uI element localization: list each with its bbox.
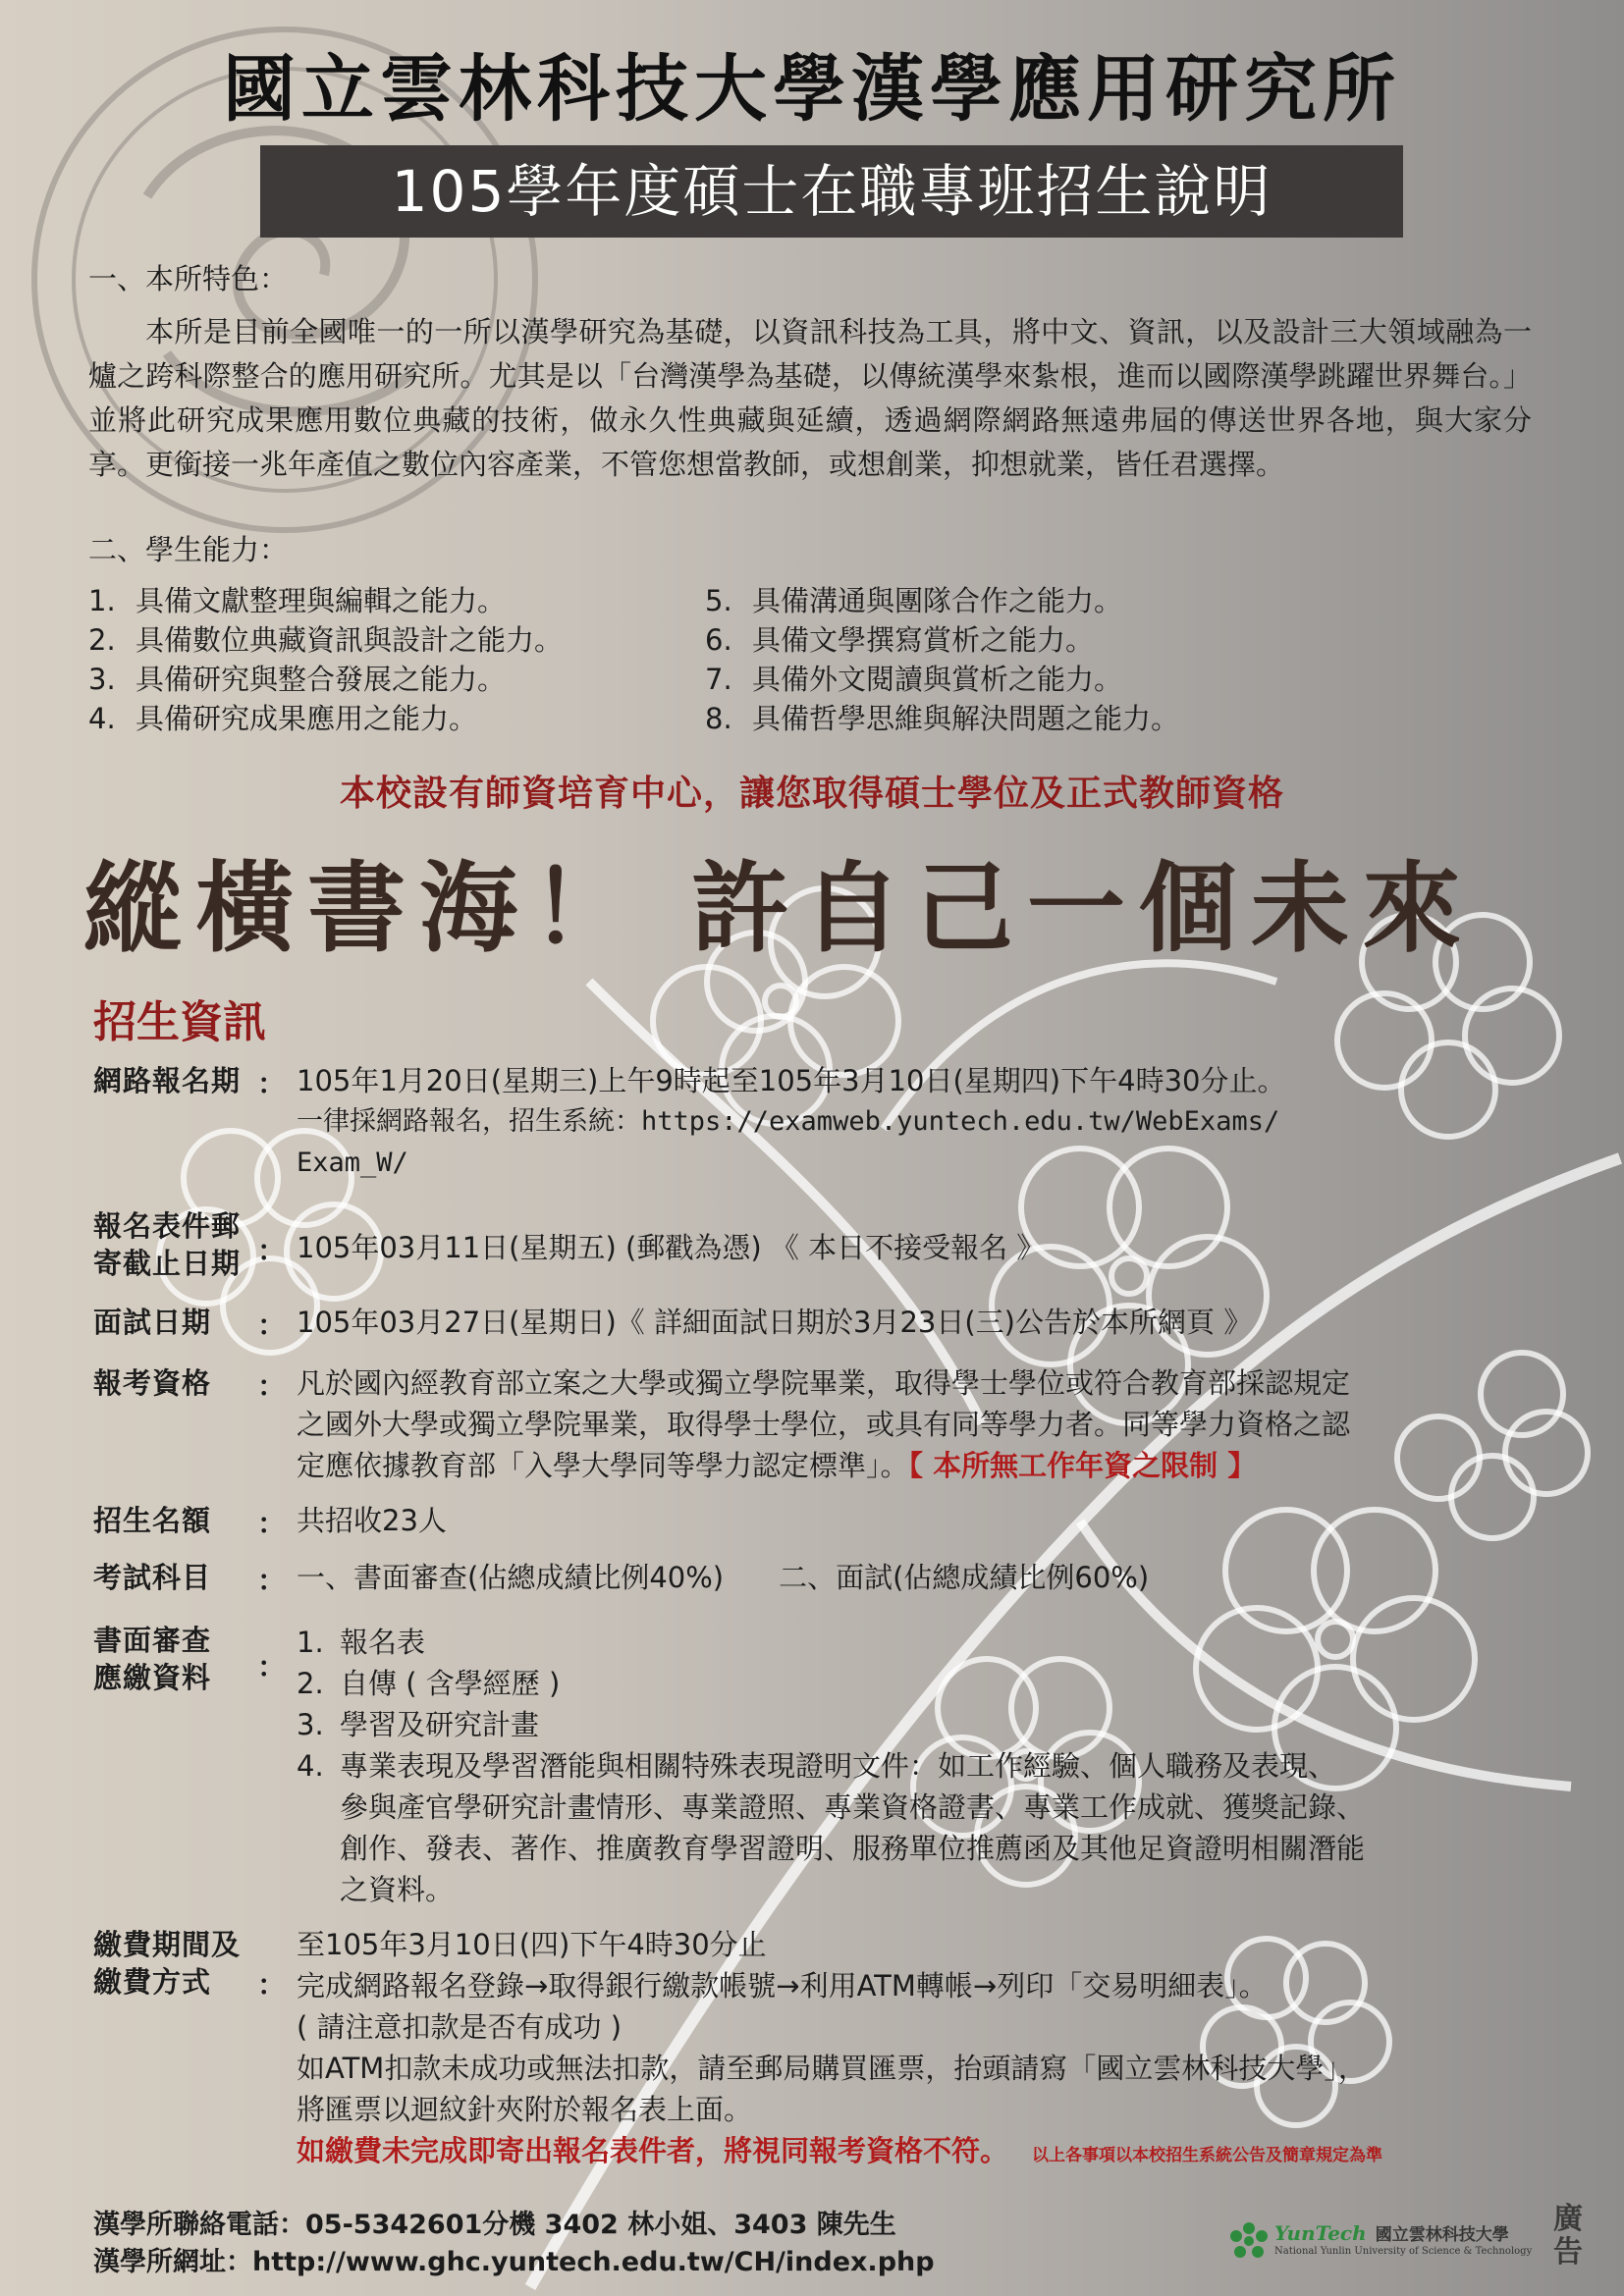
interview-date-label: 面試日期 <box>93 1306 212 1339</box>
ability-item: 7. 具備外文閱讀與賞析之能力。 <box>705 663 1123 696</box>
ability-item: 5. 具備溝通與團隊合作之能力。 <box>705 584 1123 617</box>
page-title: 國立雲林科技大學漢學應用研究所 <box>223 47 1401 132</box>
eligibility-value: 凡於國內經教育部立案之大學或獨立學院畢業，取得學士學位或符合教育部採認規定 之國外大學或獨立學院畢業，取得學士學位，或具有同等學力者。同等學力資格之認 定應依據教育部「入學大學同等學力認定標準」。【 本所無工作年資之限制 】 <box>297 1366 1351 1482</box>
promo-banner: 本校設有師資培育中心，讓您取得碩士學位及正式教師資格 <box>339 774 1284 814</box>
label-colon: ： <box>257 1308 287 1342</box>
ability-item: 3. 具備研究與整合發展之能力。 <box>88 663 507 696</box>
abilities-heading: 二、學生能力： <box>88 533 289 566</box>
logo-name-en: National Yunlin University of Science & Technology <box>1274 2246 1533 2257</box>
abilities-list-left <box>88 581 563 738</box>
label-colon: ： <box>257 1234 287 1267</box>
logo-name-zh: 國立雲林科技大學 <box>1375 2225 1509 2245</box>
ability-item: 6. 具備文學撰寫賞析之能力。 <box>705 623 1095 657</box>
eligibility-highlight: 【 本所無工作年資之限制 】 <box>908 1449 1257 1482</box>
logo-brand: YunTech <box>1274 2221 1367 2245</box>
online-period-label: 網路報名期 <box>93 1064 242 1097</box>
contact-phone: 漢學所聯絡電話：05-5342601分機 3402 林小姐、3403 陳先生 <box>93 2210 896 2240</box>
ability-item: 8. 具備哲學思維與解決問題之能力。 <box>705 702 1180 735</box>
document-item: 3. 學習及研究計畫 <box>297 1708 540 1741</box>
contact-website[interactable]: 漢學所網址：http://www.ghc.yuntech.edu.tw/CH/index.php <box>93 2247 935 2277</box>
label-colon: ： <box>257 1067 287 1100</box>
mail-deadline-value: 105年03月11日(星期五) (郵戳為憑) 《 本日不接受報名 》 <box>297 1231 1046 1264</box>
features-heading: 一、本所特色： <box>88 262 289 295</box>
features-paragraph: 本所是目前全國唯一的一所以漢學研究為基礎，以資訊科技為工具，將中文、資訊，以及設計三大領域融為一爐之跨科際整合的應用研究所。尤其是以「台灣漢學為基礎，以傳統漢學來紮根，進而以國際漢學跳躍世界舞台。」並將此研究成果應用數位典藏的技術，做永久性典藏與延續，透過網際網路無遠弗屆的傳送世界各地，與大家分享。更銜接一兆年產值之數位內容產業，不管您想當教師，或想創業，抑想就業，皆任君選擇。 <box>88 315 1532 481</box>
document-item: 2. 自傳 ( 含學經歷 ) <box>297 1667 561 1700</box>
advertisement-mark: 廣告 <box>1553 2202 1583 2269</box>
document-item: 1. 報名表 <box>297 1626 426 1659</box>
documents-list <box>297 1622 1534 1910</box>
subjects-value: 一、書面審查(佔總成績比例40%) 二、面試(佔總成績比例60%) <box>297 1561 1150 1594</box>
label-colon: ： <box>257 1507 287 1540</box>
document-item: 4. 專業表現及學習潛能與相關特殊表現證明文件：如工作經驗、個人職務及表現、 參與產官學研究計畫情形、專業證照、專業資格證書、專業工作成就、獲獎記錄、 創作、發表、著作、推廣教育學習證明、服務單位推薦函及其他足資證明相關潛能 之資料。 <box>297 1749 1366 1906</box>
payment-label: 繳費期間及 繳費方式 <box>93 1928 242 1999</box>
page-subtitle: 105學年度碩士在職專班招生說明 <box>260 145 1403 238</box>
quota-value: 共招收23人 <box>297 1504 447 1537</box>
subjects-label: 考試科目 <box>93 1561 212 1594</box>
ability-item: 4. 具備研究成果應用之能力。 <box>88 702 478 735</box>
label-colon: ： <box>257 1564 287 1597</box>
abilities-list-right <box>705 581 1179 738</box>
quota-label: 招生名額 <box>93 1504 212 1537</box>
mail-deadline-label: 報名表件郵 寄截止日期 <box>93 1209 242 1280</box>
online-period-value: 105年1月20日(星期三)上午9時起至105年3月10日(星期四)下午4時30分止。 一律採網路報名，招生系統：https://examweb.yuntech.edu.tw/WebExams/ Exam_W/ <box>297 1064 1286 1178</box>
payment-warning: 如繳費未完成即寄出報名表件者，將視同報考資格不符。 <box>297 2134 1009 2167</box>
interview-date-value: 105年03月27日(星期日)《 詳細面試日期於3月23日(三)公告於本所網頁 》 <box>297 1306 1253 1339</box>
label-colon: ： <box>257 1968 287 2002</box>
ability-item: 1. 具備文獻整理與編輯之能力。 <box>88 584 507 617</box>
yuntech-logo-icon <box>1227 2220 1271 2264</box>
label-colon: ： <box>257 1369 287 1403</box>
ability-item: 2. 具備數位典藏資訊與設計之能力。 <box>88 623 564 657</box>
eligibility-label: 報考資格 <box>93 1366 212 1400</box>
documents-label: 書面審查 應繳資料 <box>93 1624 212 1694</box>
payment-value: 至105年3月10日(四)下午4時30分止 完成網路報名登錄→取得銀行繳款帳號→利用ATM轉帳→列印「交易明細表」。 ( 請注意扣款是否有成功 ) 如ATM扣款未成功或無法扣款，請至郵局購買匯票，抬頭請寫「國立雲林科技大學」， 將匯票以迴紋針夾附於報名表上面。 如繳費未完成即寄出報名表件者，將視同報考資格不符。 以上各事項以本校招生系統公告及簡章規定為準 <box>297 1928 1383 2167</box>
enrollment-heading: 招生資訊 <box>93 997 266 1047</box>
label-colon: ： <box>257 1650 287 1683</box>
slogan: 縱橫書海！ 許自己一個未來 <box>83 850 1475 966</box>
regulation-note: 以上各事項以本校招生系統公告及簡章規定為準 <box>1032 2146 1383 2165</box>
